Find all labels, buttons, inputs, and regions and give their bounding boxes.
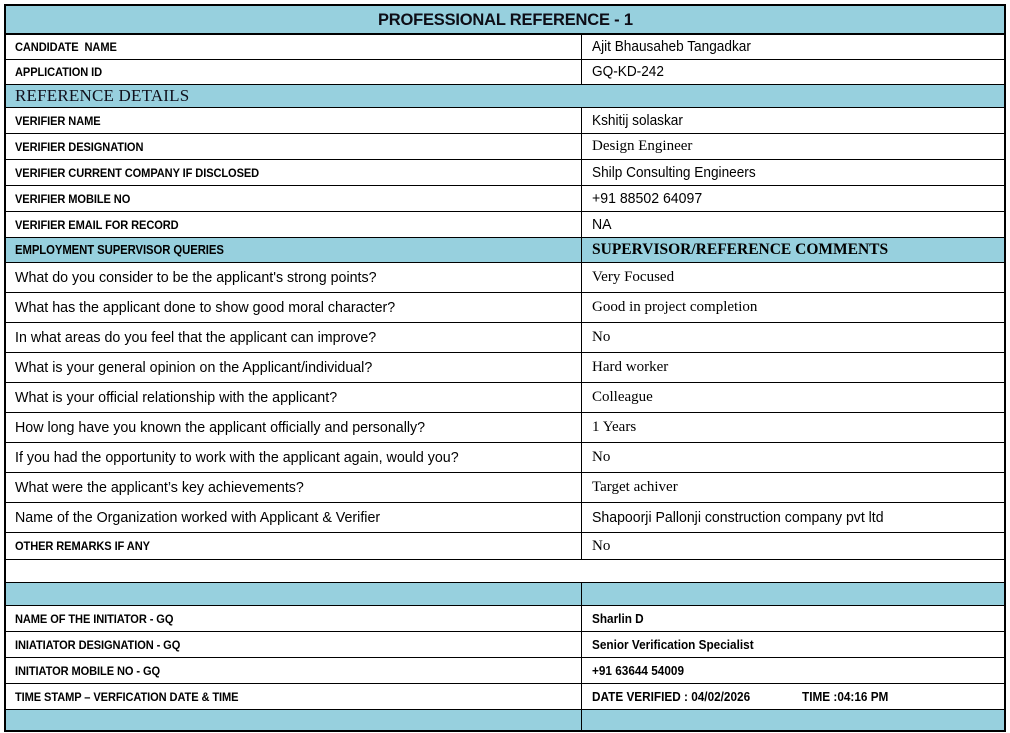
question-text: Name of the Organization worked with Applicant & Verifier <box>15 509 381 526</box>
initiator-mobile-value: +91 63644 54009 <box>592 663 684 678</box>
queries-header-cell <box>6 238 582 262</box>
verifier-mobile-label: VERIFIER MOBILE NO <box>15 191 131 206</box>
qa-row-work-again <box>6 443 1004 473</box>
other-remarks-value-cell <box>582 533 1004 559</box>
verifier-company-label-cell <box>6 160 582 185</box>
question-cell <box>6 503 582 532</box>
application-id-value-cell <box>582 60 1004 84</box>
other-remarks-row <box>6 533 1004 560</box>
initiator-name-value: Sharlin D <box>592 611 644 626</box>
candidate-name-value: Ajit Bhausaheb Tangadkar <box>592 39 751 55</box>
bottom-blue-right-cell <box>582 710 1004 730</box>
answer-cell <box>582 263 1004 292</box>
empty-spacer-cell <box>6 560 1004 582</box>
verifier-name-row <box>6 108 1004 134</box>
verifier-name-label: VERIFIER NAME <box>15 113 101 128</box>
candidate-name-label: CANDIDATE NAME <box>15 40 117 54</box>
initiator-mobile-value-cell <box>582 658 1004 683</box>
time-verified-value: TIME :04:16 PM <box>801 689 889 704</box>
blue-spacer-row <box>6 583 1004 606</box>
form-title-cell <box>6 6 1004 33</box>
comments-header-cell <box>582 238 1004 262</box>
answer-text: Colleague <box>592 389 653 405</box>
initiator-name-value-cell <box>582 606 1004 631</box>
question-text: How long have you known the applicant officially and personally? <box>15 419 426 436</box>
form-title: PROFESSIONAL REFERENCE - 1 <box>377 9 633 29</box>
initiator-mobile-row <box>6 658 1004 684</box>
timestamp-row <box>6 684 1004 710</box>
answer-cell <box>582 503 1004 532</box>
verifier-mobile-value: +91 88502 64097 <box>592 190 703 207</box>
blue-spacer-left-cell <box>6 583 582 605</box>
empty-spacer-row <box>6 560 1004 583</box>
verifier-email-label: VERIFIER EMAIL FOR RECORD <box>15 217 179 232</box>
verifier-name-label-cell <box>6 108 582 133</box>
question-text: What do you consider to be the applicant's strong points? <box>15 269 377 286</box>
verifier-mobile-label-cell <box>6 186 582 211</box>
verifier-company-row <box>6 160 1004 186</box>
timestamp-label-cell <box>6 684 582 709</box>
question-cell <box>6 263 582 292</box>
form-title-row <box>6 6 1004 35</box>
verifier-designation-label-cell <box>6 134 582 159</box>
qa-row-moral-character <box>6 293 1004 323</box>
verifier-designation-label: VERIFIER DESIGNATION <box>15 139 144 154</box>
qa-row-general-opinion <box>6 353 1004 383</box>
answer-text: Target achiver <box>592 479 678 495</box>
initiator-name-label: NAME OF THE INITIATOR - GQ <box>15 611 174 626</box>
qa-row-strong-points <box>6 263 1004 293</box>
question-cell <box>6 413 582 442</box>
queries-header-row <box>6 238 1004 263</box>
answer-text: Very Focused <box>592 269 675 285</box>
other-remarks-label-cell <box>6 533 582 559</box>
question-text: What were the applicant’s key achievements? <box>15 479 304 496</box>
question-cell <box>6 293 582 322</box>
answer-cell <box>582 413 1004 442</box>
initiator-designation-label: INIATIATOR DESIGNATION - GQ <box>15 637 181 652</box>
answer-cell <box>582 443 1004 472</box>
question-cell <box>6 443 582 472</box>
verifier-designation-value: Design Engineer <box>592 138 693 154</box>
question-text: In what areas do you feel that the applicant can improve? <box>15 329 377 346</box>
candidate-name-row <box>6 35 1004 60</box>
initiator-designation-row <box>6 632 1004 658</box>
reference-details-header: REFERENCE DETAILS <box>15 86 190 105</box>
initiator-mobile-label: INITIATOR MOBILE NO - GQ <box>15 663 160 678</box>
answer-cell <box>582 473 1004 502</box>
answer-cell <box>582 323 1004 352</box>
application-id-label-cell <box>6 60 582 84</box>
verifier-mobile-row <box>6 186 1004 212</box>
verifier-mobile-value-cell <box>582 186 1004 211</box>
question-text: If you had the opportunity to work with the applicant again, would you? <box>15 449 459 466</box>
date-verified-value: DATE VERIFIED : 04/02/2026 <box>592 689 751 704</box>
answer-cell <box>582 383 1004 412</box>
verifier-email-value-cell <box>582 212 1004 237</box>
initiator-name-label-cell <box>6 606 582 631</box>
verifier-company-value: Shilp Consulting Engineers <box>592 164 756 181</box>
answer-text: No <box>592 449 611 465</box>
application-id-row <box>6 60 1004 85</box>
queries-header-label: EMPLOYMENT SUPERVISOR QUERIES <box>15 243 224 257</box>
answer-cell <box>582 353 1004 382</box>
verifier-company-label: VERIFIER CURRENT COMPANY IF DISCLOSED <box>15 165 260 180</box>
answer-text: Good in project completion <box>592 299 758 315</box>
question-cell <box>6 473 582 502</box>
verifier-company-value-cell <box>582 160 1004 185</box>
answer-text: Shapoorji Pallonji construction company pvt ltd <box>592 509 884 526</box>
qa-row-key-achievements <box>6 473 1004 503</box>
verifier-name-value-cell <box>582 108 1004 133</box>
application-id-value: GQ-KD-242 <box>592 64 664 80</box>
question-cell <box>6 383 582 412</box>
question-text: What has the applicant done to show good moral character? <box>15 299 396 316</box>
timestamp-label: TIME STAMP – VERFICATION DATE & TIME <box>15 689 239 704</box>
reference-details-header-row <box>6 85 1004 108</box>
other-remarks-label: OTHER REMARKS IF ANY <box>15 539 150 553</box>
qa-row-improve <box>6 323 1004 353</box>
initiator-designation-value: Senior Verification Specialist <box>592 637 754 652</box>
question-text: What is your official relationship with the applicant? <box>15 389 338 406</box>
candidate-name-value-cell <box>582 35 1004 59</box>
verifier-email-label-cell <box>6 212 582 237</box>
bottom-blue-left-cell <box>6 710 582 730</box>
verifier-designation-row <box>6 134 1004 160</box>
answer-text: Hard worker <box>592 359 669 375</box>
other-remarks-value: No <box>592 537 611 554</box>
verifier-email-value: NA <box>592 216 612 233</box>
initiator-name-row <box>6 606 1004 632</box>
blue-spacer-right-cell <box>582 583 1004 605</box>
candidate-name-label-cell <box>6 35 582 59</box>
question-cell <box>6 323 582 352</box>
question-cell <box>6 353 582 382</box>
qa-row-organization <box>6 503 1004 533</box>
initiator-mobile-label-cell <box>6 658 582 683</box>
bottom-blue-row <box>6 710 1004 730</box>
question-text: What is your general opinion on the Applicant/individual? <box>15 359 373 376</box>
qa-row-known-duration <box>6 413 1004 443</box>
qa-row-official-relationship <box>6 383 1004 413</box>
application-id-label: APPLICATION ID <box>15 65 103 79</box>
verifier-name-value: Kshitij solaskar <box>592 112 683 129</box>
answer-cell <box>582 293 1004 322</box>
reference-details-header-cell <box>6 85 1004 107</box>
verifier-email-row <box>6 212 1004 238</box>
timestamp-value-cell <box>582 684 1004 709</box>
answer-text: No <box>592 329 611 345</box>
reference-form-table <box>4 4 1006 732</box>
initiator-designation-value-cell <box>582 632 1004 657</box>
verifier-designation-value-cell <box>582 134 1004 159</box>
answer-text: 1 Years <box>592 419 637 435</box>
comments-header-label: SUPERVISOR/REFERENCE COMMENTS <box>592 241 889 258</box>
initiator-designation-label-cell <box>6 632 582 657</box>
